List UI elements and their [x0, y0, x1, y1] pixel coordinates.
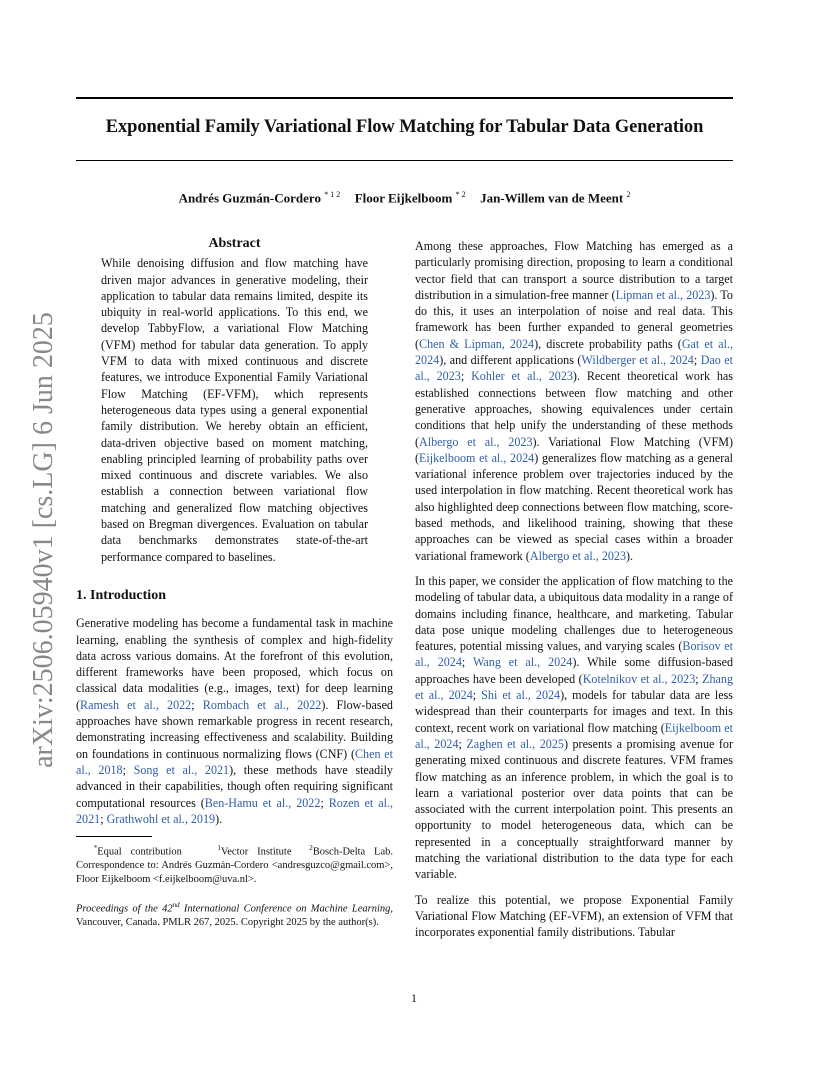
- footnote-correspondence: Correspondence to: Andrés Guzmán-Cordero <andresguzco@gmail.com>, Floor Eijkelboom <f.eijkelboom@uva.nl>.: [76, 860, 393, 885]
- citation-link[interactable]: Dao et al., 2023: [415, 353, 734, 384]
- citation-link[interactable]: Song et al., 2021: [133, 762, 230, 777]
- citation-link[interactable]: Kotelnikov et al., 2023: [582, 671, 696, 686]
- arxiv-side-label: arXiv:2506.05940v1 [cs.LG] 6 Jun 2025: [28, 312, 59, 768]
- body-paragraph: Among these approaches, Flow Matching has emerged as a particularly promising direction, proposing to learn a conditional vector field that can transport a source distribution to a target distribution in a simulation-free manner (Lipman et al., 2023). To do this, it uses an interpolation of noise and real data. This framework has been further expanded to general geometries (Chen & Lipman, 2024), discrete probability paths (Gat et al., 2024), and different applications (Wildberger et al., 2024; Dao et al., 2023; Kohler et al., 2023). Recent theoretical work has established connections between flow matching and other generative approaches, showing equivalences under certain conditions that help unify the understanding of these methods (Albergo et al., 2023). Variational Flow Matching (VFM) (Eijkelboom et al., 2024) generalizes flow matching as a general variational inference problem over trajectories induced by the used interpolation in flow matching. Recent theoretical work has also highlighted deep connections between flow matching, score-based methods, and likelihood training, showing that these approaches can be viewed as special cases within a broader variational framework (Albergo et al., 2023).: [415, 239, 734, 563]
- author-affiliation: 2: [626, 190, 631, 199]
- footnote-equal-contribution: Equal contribution: [97, 846, 182, 858]
- citation-link[interactable]: Shi et al., 2024: [481, 688, 561, 703]
- citation-link[interactable]: Wang et al., 2024: [472, 655, 573, 670]
- citation-link[interactable]: Kohler et al., 2023: [471, 369, 573, 384]
- footnote: *Equal contribution $^1$Vector Institute $^2$Bosch-Delta Lab. Correspondence to: Andrés Guzmán-Cordero <andresguzco@gmail.com>, Floor Eijkelboom <f.eijkelboom@uva.nl>.: [76, 844, 394, 885]
- footnote-affiliation-1: Vector Institute: [220, 846, 292, 858]
- citation-link[interactable]: Rombach et al., 2022: [202, 697, 322, 712]
- paper-title: Exponential Family Variational Flow Matching for Tabular Data Generation: [105, 117, 704, 137]
- section-heading-introduction: 1. Introduction: [76, 587, 166, 603]
- citation-link[interactable]: Grathwohl et al., 2019: [106, 811, 216, 826]
- footnote-affiliation-2: Bosch-Delta Lab.: [312, 846, 394, 858]
- citation-link[interactable]: Chen & Lipman, 2024: [419, 336, 535, 351]
- citation-link[interactable]: Wildberger et al., 2024: [581, 353, 694, 368]
- proceedings-note: Proceedings of the 42nd International Conference on Machine Learning, Vancouver, Canada. PMLR 267, 2025. Copyright 2025 by the author(s).: [76, 901, 393, 929]
- citation-link[interactable]: Albergo et al., 2023: [419, 434, 533, 449]
- abstract-text: While denoising diffusion and flow matching have driven major advances in generative modeling, their application to tabular data remains limited, despite its ubiquity in real-world applications. To this end, we develop TabbyFlow, a variational Flow Matching (VFM) method for tabular data generation. To apply VFM to data with mixed continuous and discrete features, we introduce Exponential Family Variational Flow Matching (EF-VFM), which represents heterogeneous data types using a general exponential family distribution. We hereby obtain an efficient, data-driven objective based on moment matching, enabling principled learning of probability paths over mixed continuous and discrete variables. We also establish a connection between variational flow matching and generalized flow matching objectives based on Bregman divergences. Evaluation on tabular data benchmarks demonstrates state-of-the-art performance compared to baselines.: [101, 256, 368, 564]
- intro-paragraph: Generative modeling has become a fundamental task in machine learning, enabling the synthesis of complex and high-fidelity data across various domains. At the forefront of this evolution, different frameworks have been proposed, which focus on classical data modalities (e.g., images, text) for deep learning (Ramesh et al., 2022; Rombach et al., 2022). Flow-based approaches have shown remarkable progress in recent research, demonstrating increasing effectiveness and scalability. Building on foundations in continuous normalizing flows (CNF) (Chen et al., 2018; Song et al., 2021), these methods have steadily advanced in their capabilities, though often requiring significant computational resources (Ben-Hamu et al., 2022; Rozen et al., 2021; Grathwohl et al., 2019).: [76, 616, 394, 826]
- title-rule-top: [76, 97, 733, 99]
- citation-link[interactable]: Chen et al., 2018: [76, 746, 394, 777]
- footnote-rule: [76, 836, 152, 837]
- citation-link[interactable]: Eijkelboom et al., 2024: [415, 720, 733, 751]
- body-paragraph: To realize this potential, we propose Exponential Family Variational Flow Matching (EF-VFM), an extension of VFM that incorporates exponential family distributions. Tabular: [415, 892, 733, 940]
- author-list: [76, 190, 733, 206]
- left-column: [76, 236, 393, 930]
- citation-link[interactable]: Borisov et al., 2024: [415, 639, 733, 670]
- author-name: Jan-Willem van de Meent: [480, 190, 624, 206]
- citation-link[interactable]: Eijkelboom et al., 2024: [419, 450, 535, 465]
- page-number: 1: [411, 991, 417, 1005]
- citation-link[interactable]: Albergo et al., 2023: [529, 548, 627, 563]
- citation-link[interactable]: Gat et al., 2024: [415, 336, 733, 368]
- author-affiliation: * 2: [455, 190, 466, 199]
- citation-link[interactable]: Ramesh et al., 2022: [80, 697, 192, 712]
- right-column: [415, 238, 733, 949]
- abstract-heading: Abstract: [208, 236, 261, 251]
- author-name: Andrés Guzmán-Cordero: [178, 190, 321, 206]
- citation-link[interactable]: Zhang et al., 2024: [415, 671, 733, 703]
- author-affiliation: * 1 2: [324, 190, 341, 199]
- citation-link[interactable]: Lipman et al., 2023: [615, 287, 711, 302]
- author-name: Floor Eijkelboom: [354, 190, 453, 206]
- citation-link[interactable]: Ben-Hamu et al., 2022: [204, 795, 321, 810]
- citation-link[interactable]: Zaghen et al., 2025: [466, 736, 564, 751]
- citation-link[interactable]: Rozen et al., 2021: [76, 795, 393, 826]
- title-rule-bottom: [76, 160, 733, 161]
- body-paragraph: In this paper, we consider the application of flow matching to the modeling of tabular data, a ubiquitous data modality in a range of domains including finance, healthcare, and marketing. Tabular data pose unique modeling challenges due to heterogeneous features, potential missing values, and varying scales (Borisov et al., 2024; Wang et al., 2024). While some diffusion-based approaches have been developed (Kotelnikov et al., 2023; Zhang et al., 2024; Shi et al., 2024), models for tabular data are less widespread than their counterparts for images and text. In this context, recent work on variational flow matching (Eijkelboom et al., 2024; Zaghen et al., 2025) presents a promising avenue for generating mixed continuous and discrete features. VFM frames flow matching as an inference problem, in which the goal is to learn a variational posterior over data points that can be associated with the current interpolation point. This presents an opportunity to model heterogeneous data, which can be represented in a conceptually straightforward manner by matching the variational distribution to the data type for each variable.: [415, 573, 733, 882]
